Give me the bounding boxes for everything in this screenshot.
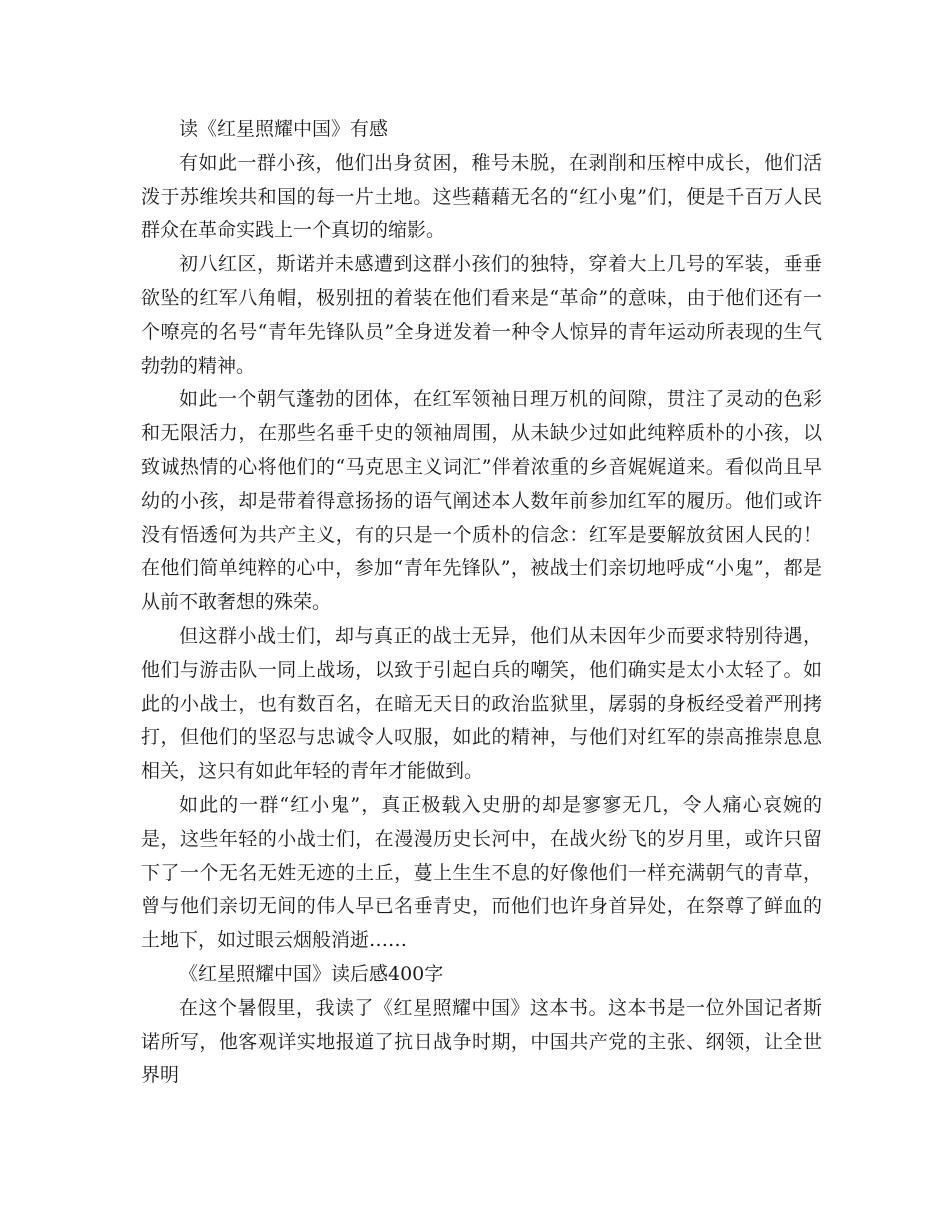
section-title-2: 《红星照耀中国》读后感400字 (179, 962, 444, 985)
paragraph: 如此一个朝气蓬勃的团体，在红军领袖日理万机的间隙，贯注了灵动的色彩和无限活力，在那些名垂千史的领袖周围，从未缺少过如此纯粹质朴的小孩，以致诚热情的心将他们的“马克思主义词汇”伴着浓重的乡音娓娓道来。看似尚且早幼的小孩，却是带着得意扬扬的语气阐述本人数年前参加红军的履历。他们或许没有悟透何为共产主义，有的只是一个质朴的信念：红军是要解放贫困人民的！在他们简单纯粹的心中，参加“青年先锋队”，被战士们亲切地呼成“小鬼”，都是从前不敢奢想的殊荣。 (141, 388, 822, 614)
paragraph: 初八红区，斯诺并未感遭到这群小孩们的独特，穿着大上几号的军装，垂垂欲坠的红军八角帽，极别扭的着装在他们看来是“革命”的意味，由于他们还有一个嘹亮的名号“青年先锋队员”全身迸发着一种令人惊异的青年运动所表现的生气勃勃的精神。 (141, 253, 822, 377)
paragraph: 在这个暑假里，我读了《红星照耀中国》这本书。这本书是一位外国记者斯诺所写，他客观详实地报道了抗日战争时期，中国共产党的主张、纲领，让全世界明 (141, 996, 822, 1087)
paragraph: 但这群小战士们，却与真正的战士无异，他们从未因年少而要求特别待遇，他们与游击队一同上战场，以致于引起白兵的嘲笑，他们确实是太小太轻了。如此的小战士，也有数百名，在暗无天日的政治监狱里，孱弱的身板经受着严刑拷打，但他们的坚忍与忠诚令人叹服，如此的精神，与他们对红军的崇高推崇息息相关，这只有如此年轻的青年才能做到。 (141, 624, 822, 783)
paragraph: 有如此一群小孩，他们出身贫困，稚号未脱，在剥削和压榨中成长，他们活泼于苏维埃共和国的每一片土地。这些藉藉无名的“红小鬼”们，便是千百万人民群众在革命实践上一个真切的缩影。 (141, 151, 822, 242)
document-body (141, 113, 822, 1093)
section-title-1: 读《红星照耀中国》有感 (179, 118, 389, 140)
paragraph: 如此的一群“红小鬼”，真正极载入史册的却是寥寥无几，令人痛心哀婉的是，这些年轻的小战士们，在漫漫历史长河中，在战火纷飞的岁月里，或许只留下了一个无名无姓无迹的土丘，蔓上生生不息的好像他们一样充满朝气的青草，曾与他们亲切无间的伟人早已名垂青史，而他们也许身首异处，在祭尊了鲜血的土地下，如过眼云烟般消逝…… (141, 793, 822, 952)
